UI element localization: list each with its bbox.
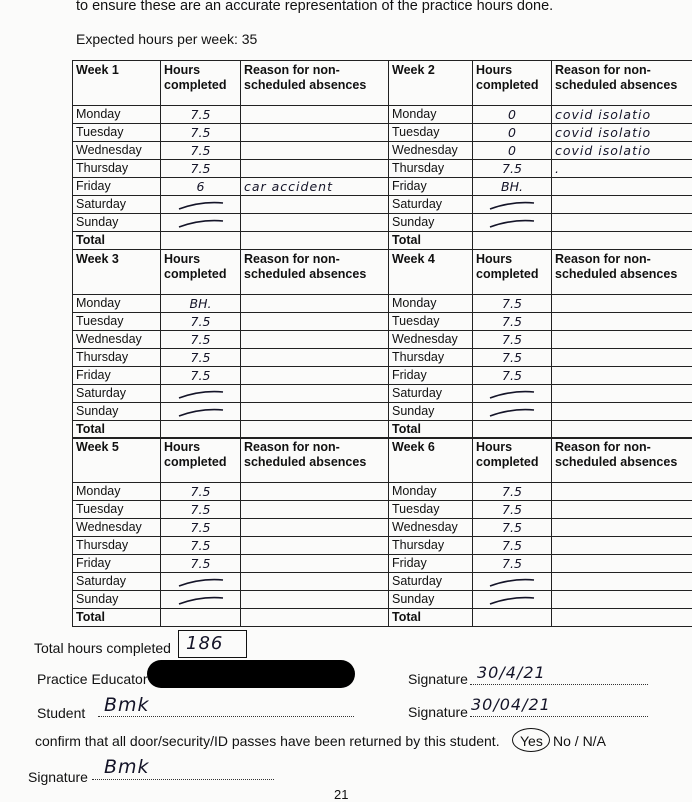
reason-cell: covid isolatio xyxy=(552,142,692,160)
total-hours-cell xyxy=(473,609,552,627)
total-label: Total xyxy=(389,609,473,627)
hours-cell: 7.5 xyxy=(161,313,241,331)
hours-cell: 7.5 xyxy=(473,501,552,519)
hours-cell: 7.5 xyxy=(161,349,241,367)
total-hours-cell xyxy=(161,421,241,439)
practice-educator-label: Practice Educator xyxy=(37,671,148,687)
hours-cell: 7.5 xyxy=(473,295,552,313)
day-cell: Monday xyxy=(389,483,473,501)
reason-cell: car accident xyxy=(241,178,389,196)
reason-cell xyxy=(552,295,692,313)
weeks-table-3 xyxy=(72,437,692,627)
total-label: Total xyxy=(73,421,161,439)
day-cell: Friday xyxy=(389,178,473,196)
day-cell: Thursday xyxy=(73,349,161,367)
hours-cell xyxy=(473,403,552,421)
reason-cell xyxy=(552,519,692,537)
dash-stroke-icon xyxy=(486,595,538,607)
day-cell: Tuesday xyxy=(389,124,473,142)
reason-cell xyxy=(241,403,389,421)
weeks-table-1 xyxy=(72,60,692,250)
hours-cell: 7.5 xyxy=(161,483,241,501)
dash-stroke-icon xyxy=(486,389,538,401)
day-cell: Wednesday xyxy=(389,331,473,349)
signature-value-2: 30/04/21 xyxy=(471,695,551,714)
yes-circle xyxy=(512,728,550,752)
page-number: 21 xyxy=(334,787,348,802)
table-row xyxy=(73,519,692,537)
day-cell: Saturday xyxy=(73,573,161,591)
student-label: Student xyxy=(37,705,85,721)
day-cell: Friday xyxy=(389,555,473,573)
hours-cell xyxy=(473,385,552,403)
hours-col-header: Hours completed xyxy=(161,438,241,483)
table-header-row xyxy=(73,250,692,295)
total-hours-cell xyxy=(473,232,552,250)
student-signature-line xyxy=(98,716,354,717)
dash-stroke-icon xyxy=(486,218,538,230)
hours-cell: 7.5 xyxy=(161,519,241,537)
hours-cell: 7.5 xyxy=(161,537,241,555)
reason-cell xyxy=(241,214,389,232)
reason-cell xyxy=(552,385,692,403)
day-cell: Wednesday xyxy=(73,519,161,537)
dash-stroke-icon xyxy=(486,200,538,212)
hours-cell: 7.5 xyxy=(161,555,241,573)
day-cell: Tuesday xyxy=(73,124,161,142)
day-cell: Sunday xyxy=(389,403,473,421)
table-row xyxy=(73,124,692,142)
table-row xyxy=(73,385,692,403)
week-label: Week 6 xyxy=(389,438,473,483)
reason-cell: covid isolatio xyxy=(552,124,692,142)
hours-cell xyxy=(161,196,241,214)
total-label: Total xyxy=(389,232,473,250)
reason-cell: . xyxy=(552,160,692,178)
day-cell: Monday xyxy=(389,295,473,313)
reason-col-header: Reason for non-scheduled absences xyxy=(241,250,389,295)
day-cell: Friday xyxy=(73,178,161,196)
day-cell: Friday xyxy=(73,367,161,385)
reason-cell xyxy=(552,349,692,367)
reason-cell xyxy=(241,573,389,591)
total-hours-cell xyxy=(473,421,552,439)
hours-cell: 7.5 xyxy=(473,331,552,349)
table-header-row xyxy=(73,61,692,106)
dash-stroke-icon xyxy=(175,595,227,607)
day-cell: Wednesday xyxy=(73,142,161,160)
table-row xyxy=(73,331,692,349)
hours-cell: 7.5 xyxy=(161,106,241,124)
total-reason-cell xyxy=(552,232,692,250)
table-row xyxy=(73,313,692,331)
day-cell: Thursday xyxy=(389,349,473,367)
reason-cell xyxy=(241,385,389,403)
reason-cell xyxy=(552,313,692,331)
day-cell: Saturday xyxy=(389,573,473,591)
hours-cell xyxy=(473,196,552,214)
table-row xyxy=(73,555,692,573)
student-signature: Bmk xyxy=(104,694,150,716)
hours-cell: BH. xyxy=(161,295,241,313)
hours-cell: BH. xyxy=(473,178,552,196)
reason-cell xyxy=(552,501,692,519)
hours-cell: 7.5 xyxy=(161,124,241,142)
total-reason-cell xyxy=(241,609,389,627)
day-cell: Tuesday xyxy=(73,501,161,519)
expected-hours: Expected hours per week: 35 xyxy=(76,31,257,47)
hours-cell xyxy=(161,385,241,403)
weeks-table-2 xyxy=(72,249,692,439)
total-reason-cell xyxy=(552,609,692,627)
reason-cell xyxy=(241,555,389,573)
reason-cell xyxy=(241,106,389,124)
reason-cell xyxy=(552,196,692,214)
hours-cell xyxy=(161,214,241,232)
reason-cell xyxy=(241,295,389,313)
day-cell: Wednesday xyxy=(389,519,473,537)
hours-cell: 7.5 xyxy=(161,367,241,385)
table-row xyxy=(73,214,692,232)
week-label: Week 1 xyxy=(73,61,161,106)
reason-col-header: Reason for non-scheduled absences xyxy=(552,250,692,295)
total-hours-label: Total hours completed xyxy=(34,640,171,656)
total-row xyxy=(73,421,692,439)
reason-cell xyxy=(552,367,692,385)
dash-stroke-icon xyxy=(175,577,227,589)
hours-cell: 7.5 xyxy=(473,313,552,331)
total-hours-cell xyxy=(161,232,241,250)
hours-cell xyxy=(473,591,552,609)
total-reason-cell xyxy=(241,421,389,439)
reason-cell xyxy=(241,124,389,142)
day-cell: Monday xyxy=(73,483,161,501)
reason-cell xyxy=(241,349,389,367)
reason-cell xyxy=(552,591,692,609)
hours-cell: 7.5 xyxy=(473,519,552,537)
table-header-row xyxy=(73,438,692,483)
day-cell: Sunday xyxy=(73,403,161,421)
table-row xyxy=(73,295,692,313)
week-label: Week 4 xyxy=(389,250,473,295)
reason-cell xyxy=(241,501,389,519)
hours-cell xyxy=(161,403,241,421)
day-cell: Friday xyxy=(73,555,161,573)
dash-stroke-icon xyxy=(175,218,227,230)
reason-cell xyxy=(241,142,389,160)
hours-cell: 7.5 xyxy=(473,537,552,555)
day-cell: Wednesday xyxy=(73,331,161,349)
reason-cell xyxy=(241,537,389,555)
hours-cell: 7.5 xyxy=(473,349,552,367)
reason-cell xyxy=(552,573,692,591)
reason-cell: covid isolatio xyxy=(552,106,692,124)
day-cell: Tuesday xyxy=(73,313,161,331)
dash-stroke-icon xyxy=(486,407,538,419)
day-cell: Sunday xyxy=(73,214,161,232)
total-label: Total xyxy=(389,421,473,439)
table-row xyxy=(73,501,692,519)
confirm-text: confirm that all door/security/ID passes have been returned by this student. xyxy=(35,733,500,749)
reason-col-header: Reason for non-scheduled absences xyxy=(552,61,692,106)
day-cell: Thursday xyxy=(389,160,473,178)
total-label: Total xyxy=(73,609,161,627)
dash-stroke-icon xyxy=(175,200,227,212)
reason-cell xyxy=(552,331,692,349)
hours-cell: 7.5 xyxy=(473,367,552,385)
final-signature-line xyxy=(92,779,274,780)
confirm-yes: Yes xyxy=(520,733,543,749)
reason-cell xyxy=(241,313,389,331)
day-cell: Monday xyxy=(389,106,473,124)
reason-cell xyxy=(241,519,389,537)
confirm-rest: No / N/A xyxy=(553,733,606,749)
day-cell: Saturday xyxy=(389,196,473,214)
hours-col-header: Hours completed xyxy=(473,250,552,295)
signature-line-1 xyxy=(470,684,648,685)
reason-col-header: Reason for non-scheduled absences xyxy=(241,438,389,483)
total-reason-cell xyxy=(241,232,389,250)
hours-col-header: Hours completed xyxy=(161,61,241,106)
table-row xyxy=(73,160,692,178)
day-cell: Saturday xyxy=(389,385,473,403)
hours-cell: 7.5 xyxy=(473,483,552,501)
reason-cell xyxy=(552,178,692,196)
hours-cell: 0 xyxy=(473,106,552,124)
final-signature: Bmk xyxy=(104,756,150,778)
day-cell: Saturday xyxy=(73,385,161,403)
signature-line-2 xyxy=(470,716,648,717)
reason-cell xyxy=(552,537,692,555)
hours-cell: 7.5 xyxy=(161,501,241,519)
week-label: Week 2 xyxy=(389,61,473,106)
dash-stroke-icon xyxy=(175,407,227,419)
table-row xyxy=(73,537,692,555)
day-cell: Monday xyxy=(73,295,161,313)
signature-label-1: Signature xyxy=(408,671,468,687)
reason-cell xyxy=(552,403,692,421)
reason-cell xyxy=(552,555,692,573)
reason-cell xyxy=(552,214,692,232)
week-label: Week 5 xyxy=(73,438,161,483)
redaction-bar xyxy=(147,660,355,688)
table-row xyxy=(73,403,692,421)
reason-col-header: Reason for non-scheduled absences xyxy=(241,61,389,106)
total-reason-cell xyxy=(552,421,692,439)
table-row xyxy=(73,106,692,124)
dash-stroke-icon xyxy=(486,577,538,589)
table-row xyxy=(73,483,692,501)
day-cell: Sunday xyxy=(73,591,161,609)
hours-cell: 7.5 xyxy=(473,160,552,178)
day-cell: Monday xyxy=(73,106,161,124)
hours-cell xyxy=(473,214,552,232)
day-cell: Sunday xyxy=(389,591,473,609)
table-row xyxy=(73,349,692,367)
reason-cell xyxy=(552,483,692,501)
table-row xyxy=(73,142,692,160)
dash-stroke-icon xyxy=(175,389,227,401)
hours-col-header: Hours completed xyxy=(473,438,552,483)
table-row xyxy=(73,573,692,591)
hours-cell xyxy=(473,573,552,591)
day-cell: Thursday xyxy=(73,160,161,178)
week-label: Week 3 xyxy=(73,250,161,295)
total-label: Total xyxy=(73,232,161,250)
reason-cell xyxy=(241,196,389,214)
hours-col-header: Hours completed xyxy=(161,250,241,295)
reason-cell xyxy=(241,591,389,609)
final-signature-label: Signature xyxy=(28,769,88,785)
day-cell: Saturday xyxy=(73,196,161,214)
total-hours-cell xyxy=(161,609,241,627)
hours-cell: 7.5 xyxy=(161,331,241,349)
hours-cell: 7.5 xyxy=(161,160,241,178)
day-cell: Tuesday xyxy=(389,313,473,331)
day-cell: Thursday xyxy=(389,537,473,555)
total-row xyxy=(73,609,692,627)
table-row xyxy=(73,196,692,214)
total-row xyxy=(73,232,692,250)
hours-cell: 7.5 xyxy=(473,555,552,573)
signature-label-2: Signature xyxy=(408,704,468,720)
reason-cell xyxy=(241,331,389,349)
table-row xyxy=(73,367,692,385)
table-row xyxy=(73,178,692,196)
day-cell: Sunday xyxy=(389,214,473,232)
reason-cell xyxy=(241,367,389,385)
day-cell: Wednesday xyxy=(389,142,473,160)
hours-col-header: Hours completed xyxy=(473,61,552,106)
reason-cell xyxy=(241,160,389,178)
day-cell: Friday xyxy=(389,367,473,385)
hours-cell xyxy=(161,573,241,591)
reason-col-header: Reason for non-scheduled absences xyxy=(552,438,692,483)
hours-cell: 0 xyxy=(473,142,552,160)
day-cell: Thursday xyxy=(73,537,161,555)
signature-value-1: 30/4/21 xyxy=(477,663,546,682)
hours-cell: 6 xyxy=(161,178,241,196)
table-row xyxy=(73,591,692,609)
hours-cell: 0 xyxy=(473,124,552,142)
hours-cell xyxy=(161,591,241,609)
reason-cell xyxy=(241,483,389,501)
intro-line: to ensure these are an accurate representation of the practice hours done. xyxy=(76,0,553,14)
day-cell: Tuesday xyxy=(389,501,473,519)
total-hours-value: 186 xyxy=(186,633,223,654)
hours-cell: 7.5 xyxy=(161,142,241,160)
